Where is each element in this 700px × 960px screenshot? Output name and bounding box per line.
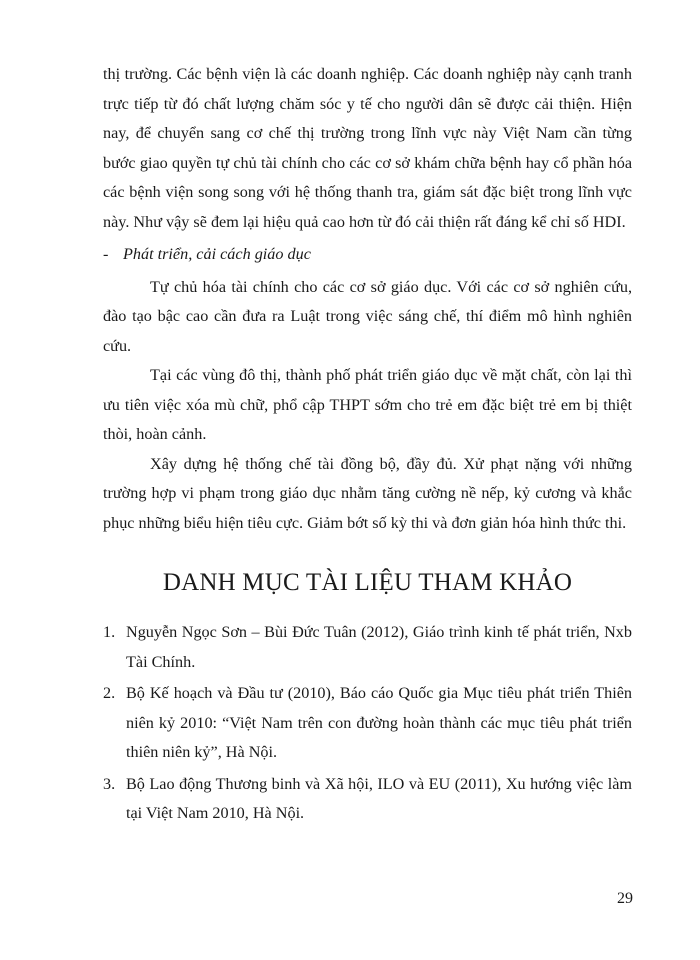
reference-item [103,618,632,677]
paragraph-education-2: Tại các vùng đô thị, thành phố phát triển giáo dục về mặt chất, còn lại thì ưu tiên việc xóa mù chữ, phổ cập THPT sớm cho trẻ em đặc biệt trẻ em bị thiệt thòi, hoàn cảnh. [103,366,632,443]
reference-text: Bộ Lao động Thương binh và Xã hội, ILO và EU (2011), Xu hướng việc làm tại Việt Nam 2010, Hà Nội. [126,774,632,822]
page-number: 29 [617,890,633,907]
paragraph-education-3: Xây dựng hệ thống chế tài đồng bộ, đầy đủ. Xử phạt nặng với những trường hợp vi phạm trong giáo dục nhằm tăng cường nề nếp, kỷ cương và khắc phục những biểu hiện tiêu cực. Giảm bớt số kỳ thi và đơn giản hóa hình thức thi. [103,454,632,532]
bullet-heading-text: Phát triển, cải cách giáo dục [123,245,311,263]
reference-list [103,618,632,829]
continued-paragraph: thị trường. Các bệnh viện là các doanh nghiệp. Các doanh nghiệp này cạnh tranh trực tiếp từ đó chất lượng chăm sóc y tế cho người dân sẽ được cải thiện. Hiện nay, để chuyển sang cơ chế thị trường trong lĩnh vực này Việt Nam cần từng bước giao quyền tự chủ tài chính cho các cơ sở khám chữa bệnh hay cổ phần hóa các bệnh viện song song với hệ thống thanh tra, giám sát đặc biệt trong lĩnh vực này. Như vậy sẽ đem lại hiệu quả cao hơn từ đó cải thiện rất đáng kể chỉ số HDI. [103,65,632,231]
reference-number: 2. [103,684,116,702]
bullet-dash: - [103,245,109,263]
reference-item [103,770,632,829]
reference-number: 3. [103,774,116,793]
references-heading: DANH MỤC TÀI LIỆU THAM KHẢO [162,569,573,596]
reference-number: 1. [103,623,116,641]
page-content [103,60,632,831]
bullet-heading [103,240,632,270]
reference-text: Bộ Kế hoạch và Đầu tư (2010), Báo cáo Quốc gia Mục tiêu phát triển Thiên niên kỷ 2010: “Việt Nam trên con đường hoàn thành các mục tiêu phát triển thiên niên kỷ”, Hà Nội. [126,684,632,761]
paragraph-education-1: Tự chủ hóa tài chính cho các cơ sở giáo dục. Với các cơ sở nghiên cứu, đào tạo bậc cao cần đưa ra Luật trong việc sáng chế, thí điểm mô hình nghiên cứu. [103,277,632,355]
reference-text: Nguyễn Ngọc Sơn – Bùi Đức Tuân (2012), Giáo trình kinh tế phát triển, Nxb Tài Chính. [126,623,632,671]
reference-item [103,679,632,768]
